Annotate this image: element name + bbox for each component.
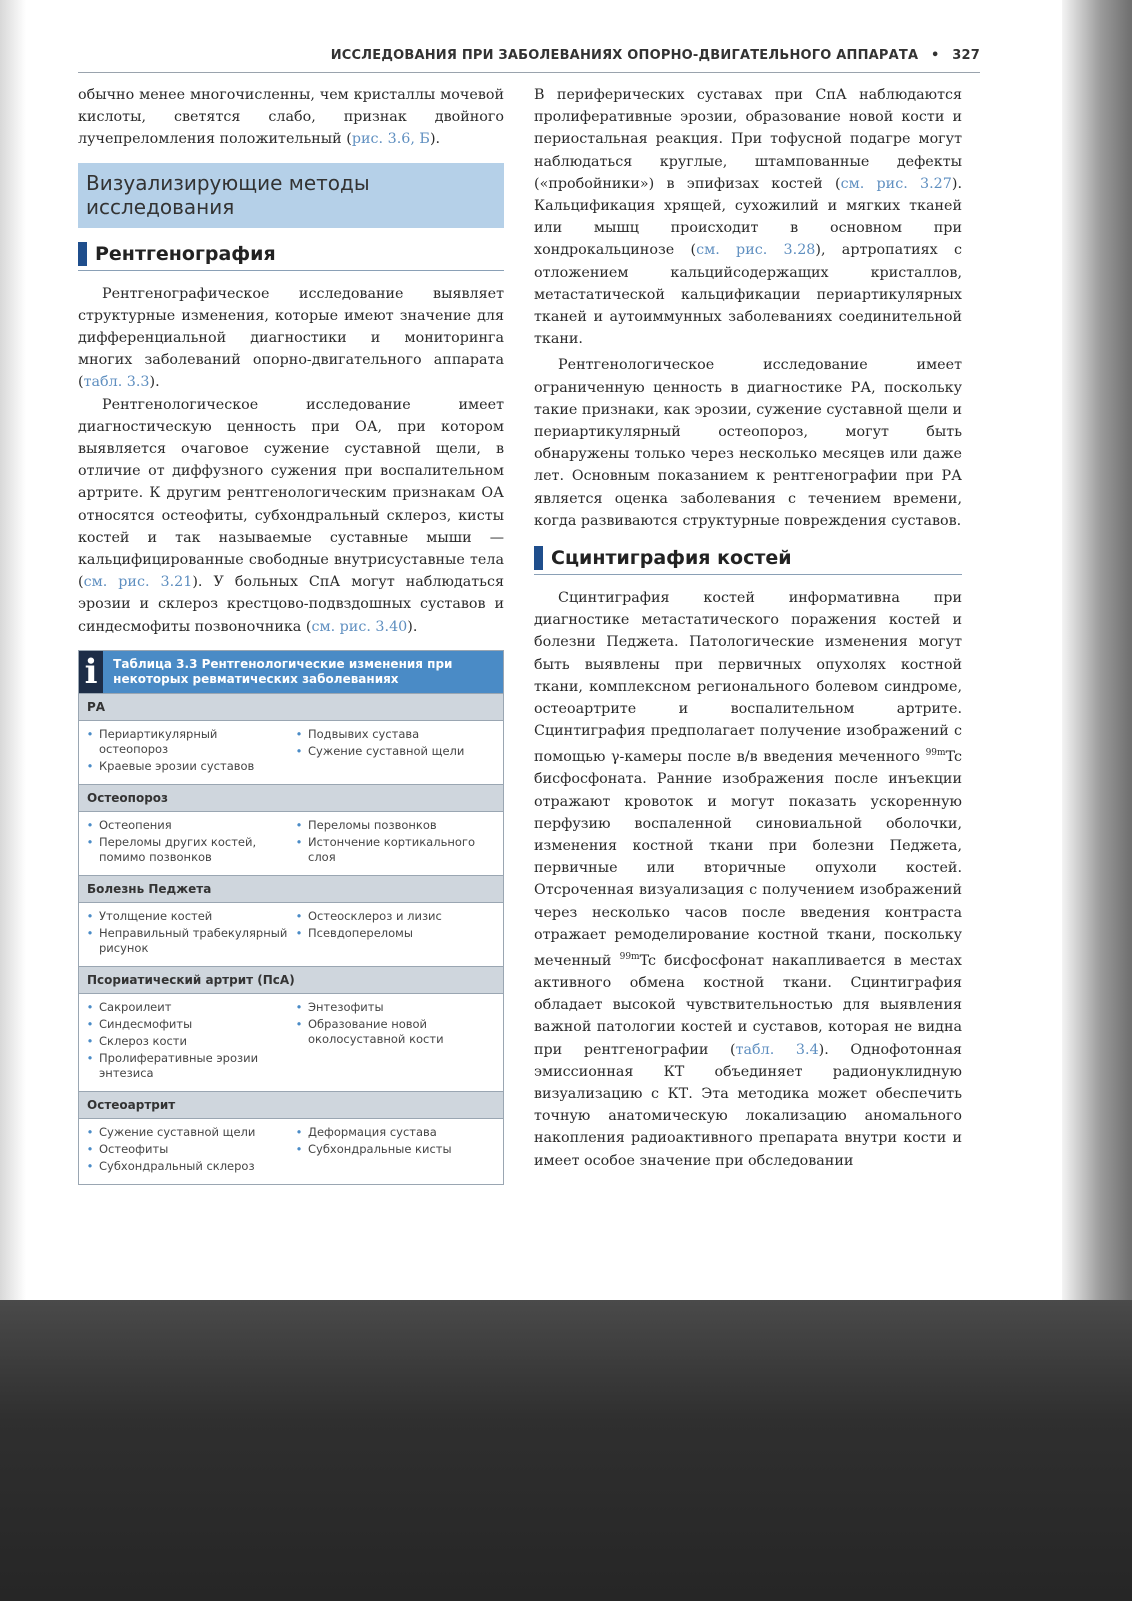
subheading-scintigraphy [534,546,962,575]
scan-shadow-right [1062,0,1132,1300]
table-header [79,651,503,693]
bullet-icon: • [295,834,303,849]
table-list-item [85,1125,288,1140]
table-list-item [294,835,497,865]
table-item-text: Синдесмофиты [99,1016,193,1031]
bullet-icon: • [295,1141,303,1156]
bullet-icon: • [295,925,303,940]
figure-ref[interactable]: рис. 3.6, Б [351,131,430,148]
bullet-icon: • [86,999,94,1014]
table-list-item [294,909,497,924]
table-item-text: Субхондральный склероз [99,1158,255,1173]
table-column [85,909,288,958]
table-list-item [85,1034,288,1049]
table-title: Таблица 3.3 Рентгенологические изменения при некоторых ревматических заболеваниях [113,656,453,686]
table-list-item [85,759,288,774]
table-item-text: Пролиферативные эрозии энтезиса [99,1050,259,1080]
table-item-text: Остеопения [99,817,172,832]
table-list-item [85,1142,288,1157]
table-column [85,727,288,776]
bullet-icon: • [86,908,94,923]
figure-ref[interactable]: см. рис. 3.40 [311,618,408,635]
bullet-icon: • [295,817,303,832]
paragraph: Сцинтиграфия костей информативна при диагностике метастатического поражения костей и болезни Педжета. Патологические изменения могут быть выявлены при первичных опухолях костной ткани, комплексном регионального болевом синдроме, остеоартрите и воспалительном артрите. Сцинтиграфия предполагает получение изображений с помощью γ-камеры после в/в введения меченного $^{99m}$Tc бисфосфоната. Ранние изображения после инъекции отражают кровоток и могут показать ускоренную перфузию воспаленной синовиальной оболочки, изменения костной ткани при болезни Педжета, первичные или вторичные опухоли костей. Отсроченная визуализация с получением изображений через несколько часов после введения контраста отражает ремоделирование костной ткани, поскольку меченный $^{99m}$Tc бисфосфонат накапливается в местах активного обмена костной ткани. Сцинтиграфия обладает высокой чувствительностью для выявления важной патологии костей и суставов, которая не видна при рентгенографии (табл. 3.4). Однофотонная эмиссионная КТ объединяет радионуклидную визуализацию с КТ. Эта методика может обеспечить точную анатомическую локализацию аномального накопления радиоактивного препарата внутри кости и имеет особое значение при обследовании [534,590,963,1169]
running-title: ИССЛЕДОВАНИЯ ПРИ ЗАБОЛЕВАНИЯХ ОПОРНО-ДВИГАТЕЛЬНОГО АППАРАТА [330,48,919,63]
bullet-icon: • [86,925,94,940]
intro-paragraph: обычно менее многочисленны, чем кристаллы мочевой кислоты, светятся слабо, признак двойного лучепреломления положительный (рис. 3.6, Б). [78,87,504,148]
scanner-background [0,1300,1132,1601]
table-column [85,1125,288,1176]
figure-ref[interactable]: см. рис. 3.21 [83,574,193,591]
bullet-icon: • [86,834,94,849]
table-category-body [79,812,503,875]
bullet-icon: • [295,726,303,741]
table-column [85,818,288,867]
table-category-body [79,721,503,784]
bullet-icon: • [295,743,303,758]
paragraph: В периферических суставах при СпА наблюдаются пролиферативные эрозии, образование новой кости и периостальная реакция. При тофусной подагре могут наблюдаться круглые, штампованные дефекты («пробойники») в эпифизах костей (см. рис. 3.27). Кальцификация хрящей, сухожилий и мягких тканей или мышц происходит в основном при хондрокальцинозе (см. рис. 3.28), артропатиях с отложением кальцийсодержащих кристаллов, метастатической кальцификации периартикулярных тканей и аутоиммунных заболеваниях соединительной ткани. [534,87,963,348]
table-list-item [294,727,497,742]
subheading-text: Сцинтиграфия костей [551,547,792,570]
bullet-icon: • [295,908,303,923]
right-column [534,84,962,1172]
table-list-item [85,909,288,924]
table-category-body [79,994,503,1091]
table-list-item [294,818,497,833]
table-item-text: Периартикулярный остеопороз [99,726,218,756]
subheading-bar [534,546,543,570]
table-category: Остеоартрит [79,1091,503,1119]
paragraph: Рентгенологическое исследование имеет диагностическую ценность при ОА, при котором выявляется очаговое сужение суставной щели, в отличие от диффузного сужения при воспалительном артрите. К другим рентгенологическим признакам ОА относятся остеофиты, субхондральный склероз, кисты костей и так называемые суставные мыши — кальцифицированные свободные внутрисуставные тела (см. рис. 3.21). У больных СпА могут наблюдаться эрозии и склероз крестцово-подвздошных суставов и синдесмофиты позвоночника (см. рис. 3.40). [78,396,504,635]
table-item-text: Деформация сустава [308,1124,437,1139]
bullet-icon: • [295,1124,303,1139]
table-item-text: Остеосклероз и лизис [308,908,442,923]
table-item-text: Псевдопереломы [308,925,413,940]
table-item-text: Субхондральные кисты [308,1141,452,1156]
table-item-text: Склероз кости [99,1033,187,1048]
figure-ref[interactable]: см. рис. 3.27 [840,175,952,192]
table-column [288,727,497,776]
table-item-text: Переломы других костей, помимо позвонков [99,834,257,864]
bullet-icon: • [86,1033,94,1048]
bullet-icon: • [86,1158,94,1173]
table-item-text: Сужение суставной щели [308,743,465,758]
superscript: 99m [619,952,640,963]
page-number: 327 [952,48,980,63]
figure-ref[interactable]: см. рис. 3.28 [696,242,816,259]
table-category: Псориатический артрит (ПсА) [79,966,503,994]
bullet-icon: • [295,999,303,1014]
header-rule [78,72,980,73]
table-item-text: Неправильный трабекулярный рисунок [99,925,288,955]
table-list-item [85,1051,288,1081]
table-list-item [294,1017,497,1047]
table-list-item [85,1017,288,1032]
table-item-text: Утолщение костей [99,908,213,923]
paragraph: Рентгенографическое исследование выявляет структурные изменения, которые имеют значение для дифференциальной диагностики и мониторинга многих заболеваний опорно-двигательного аппарата (табл. 3.3). [78,285,504,391]
subheading-bar [78,242,87,266]
table-item-text: Подвывих сустава [308,726,420,741]
table-column [288,1125,497,1176]
table-list-item [294,1142,497,1157]
bullet-icon: • [86,1050,94,1065]
table-category: РА [79,693,503,721]
bullet-icon: • [86,758,94,773]
subheading-text: Рентгенография [95,242,276,265]
table-ref[interactable]: табл. 3.4 [735,1041,819,1058]
table-list-item [85,727,288,757]
table-item-text: Образование новой околосуставной кости [308,1016,444,1046]
bullet-icon: • [86,1124,94,1139]
table-column [85,1000,288,1083]
table-category: Болезнь Педжета [79,875,503,903]
table-column [288,818,497,867]
table-list-item [294,1000,497,1015]
table-list-item [85,818,288,833]
header-separator: • [931,48,940,63]
table-item-text: Переломы позвонков [308,817,437,832]
table-item-text: Сакроилеит [99,999,172,1014]
section-title: Визуализирующие методы исследования [78,163,504,228]
table-item-text: Краевые эрозии суставов [99,758,255,773]
table-column [288,909,497,958]
table-category-body [79,1119,503,1184]
bullet-icon: • [86,817,94,832]
info-table [78,650,504,1185]
bullet-icon: • [295,1016,303,1031]
bullet-icon: • [86,1141,94,1156]
table-category-body [79,903,503,966]
left-column [78,84,504,1185]
table-column [288,1000,497,1083]
bullet-icon: • [86,1016,94,1031]
superscript: 99m [925,748,946,759]
table-item-text: Истончение кортикального слоя [308,834,475,864]
info-icon: i [79,651,103,693]
bullet-icon: • [86,726,94,741]
table-list-item [85,1159,288,1174]
subheading-radiography [78,242,504,271]
table-sections [79,693,503,1184]
table-list-item [294,926,497,941]
table-item-text: Энтезофиты [308,999,384,1014]
table-category: Остеопороз [79,784,503,812]
table-list-item [294,744,497,759]
table-list-item [85,835,288,865]
running-header [300,48,980,63]
table-list-item [85,926,288,956]
table-item-text: Остеофиты [99,1141,169,1156]
paragraph: Рентгенологическое исследование имеет ограниченную ценность в диагностике РА, поскольку такие признаки, как эрозии, сужение суставной щели и периартикулярный остеопороз, могут быть обнаружены только через несколько месяцев или даже лет. Основным показанием к рентгенографии при РА является оценка заболевания с течением времени, когда развиваются структурные повреждения суставов. [534,357,962,529]
table-ref[interactable]: табл. 3.3 [83,374,150,391]
table-item-text: Сужение суставной щели [99,1124,256,1139]
table-list-item [85,1000,288,1015]
table-list-item [294,1125,497,1140]
